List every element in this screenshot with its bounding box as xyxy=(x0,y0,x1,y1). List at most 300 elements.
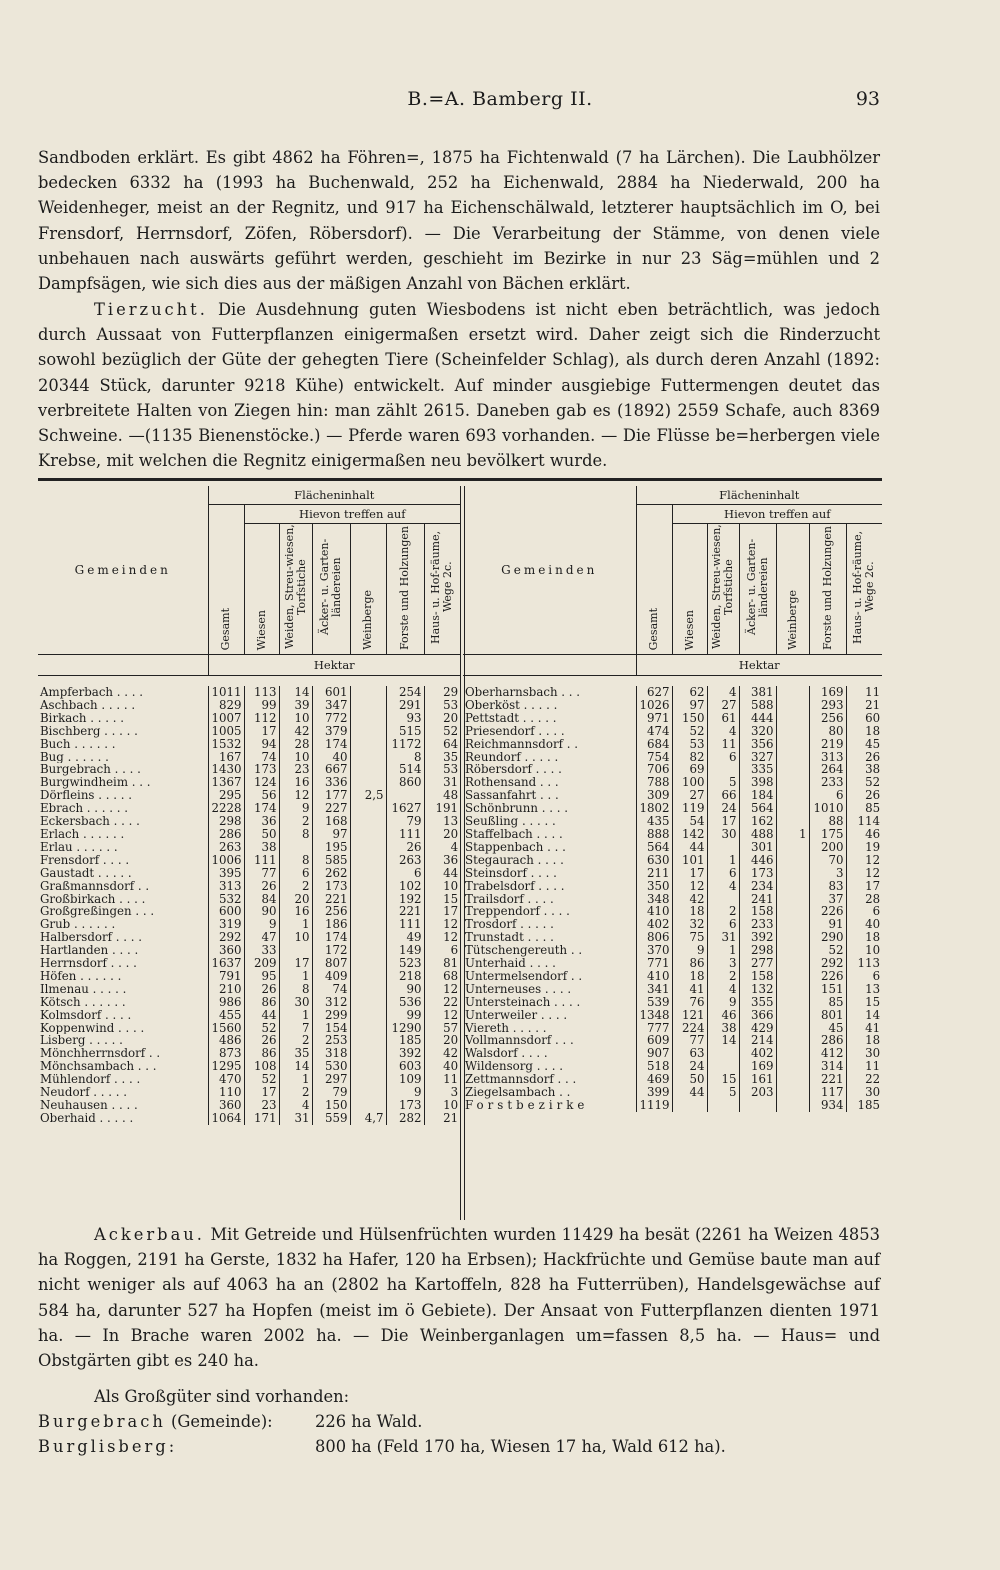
cell-value xyxy=(776,1086,809,1099)
cell-value: 600 xyxy=(208,905,244,918)
cell-value: 319 xyxy=(208,918,244,931)
estate-name: Burglisberg: xyxy=(38,1437,178,1456)
cell-value: 112 xyxy=(244,712,279,725)
table-row xyxy=(38,1009,460,1022)
cell-value: 934 xyxy=(809,1099,846,1112)
cell-value: 807 xyxy=(312,957,350,970)
cell-value: 348 xyxy=(636,893,672,906)
cell-value: 211 xyxy=(636,867,672,880)
cell-value: 469 xyxy=(636,1073,672,1086)
cell-value: 167 xyxy=(208,751,244,764)
cell-value xyxy=(776,686,809,699)
cell-value: 97 xyxy=(672,699,707,712)
cell-value xyxy=(350,1034,386,1047)
table-row xyxy=(463,893,882,906)
table-row xyxy=(38,686,460,699)
cell-value: 192 xyxy=(386,893,424,906)
cell-value: 16 xyxy=(279,905,312,918)
cell-value xyxy=(672,1099,707,1112)
municipality-name: Staffelbach . . . . xyxy=(465,827,563,841)
cell-value: 53 xyxy=(424,699,460,712)
cell-value xyxy=(776,841,809,854)
paragraph-body xyxy=(38,1222,880,1373)
table-row xyxy=(38,738,460,751)
cell-value: 381 xyxy=(739,686,776,699)
municipality-name: Mönchsambach . . . xyxy=(40,1060,157,1074)
cell-value: 488 xyxy=(739,828,776,841)
paragraph-text: Die Ausdehnung guten Wiesbodens ist nicht eben beträchtlich, was jedoch durch Aussaat von Futterpflanzen einigermaßen ersetzt wird. Daher zeigt sich die Rinderzucht sowohl bezüglich der Güte der gehegten Tiere (Scheinfelder Schlag), als durch deren Anzahl (1892: 20344 Stück, darunter 9218 Kühe) entwickelt. Auf minder ausgiebige Futtermengen deutet das verbreitete Halten von Ziegen hin: man zählt 2615. Daneben gab es (1892) 2559 Schafe, auch 8369 Schweine. —(1135 Bienenstöcke.) — Pferde waren 693 vorhanden. — Die Flüsse be=herbergen viele Krebse, mit welchen die Regnitz einigermaßen neu bevölkert wurde. xyxy=(38,300,880,471)
cell-value: 772 xyxy=(312,712,350,725)
area-header: Flächeninhalt xyxy=(208,486,460,505)
municipality-name: Vollmannsdorf . . . xyxy=(465,1034,574,1048)
cell-value: 52 xyxy=(672,725,707,738)
cell-value: 76 xyxy=(672,996,707,1009)
cell-value: 23 xyxy=(244,1099,279,1112)
municipality-name: Lisberg . . . . . xyxy=(40,1034,123,1048)
table-row xyxy=(38,880,460,893)
table-row xyxy=(463,841,882,854)
col-header-fields: Äcker- u. Garten-ländereien xyxy=(739,524,776,655)
cell-value: 174 xyxy=(244,802,279,815)
cell-value xyxy=(350,880,386,893)
cell-value: 226 xyxy=(809,905,846,918)
cell-value: 48 xyxy=(424,789,460,802)
cell-value: 4,7 xyxy=(350,1112,386,1125)
municipality-name: Dörfleins . . . . . xyxy=(40,789,132,803)
cell-value: 347 xyxy=(312,699,350,712)
cell-value: 124 xyxy=(244,776,279,789)
cell-value xyxy=(707,1060,739,1073)
cell-value: 301 xyxy=(739,841,776,854)
table-row xyxy=(38,1073,460,1086)
municipality-name: Forstbezirke xyxy=(465,1099,589,1112)
cell-value: 19 xyxy=(846,841,882,854)
cell-value: 860 xyxy=(386,776,424,789)
cell-value xyxy=(707,841,739,854)
cell-value: 298 xyxy=(208,815,244,828)
cell-value: 402 xyxy=(739,1047,776,1060)
municipality-name: Hartlanden . . . . xyxy=(40,944,139,958)
cell-value: 226 xyxy=(809,970,846,983)
estate-row xyxy=(38,1409,880,1434)
municipality-name: Oberhaid . . . . . xyxy=(40,1111,134,1125)
cell-value: 149 xyxy=(386,944,424,957)
cell-value: 788 xyxy=(636,776,672,789)
cell-value: 24 xyxy=(672,1060,707,1073)
cell-value: 6 xyxy=(424,944,460,957)
cell-value: 177 xyxy=(312,789,350,802)
cell-value: 16 xyxy=(279,776,312,789)
cell-value xyxy=(350,918,386,931)
cell-value xyxy=(279,944,312,957)
cell-value: 33 xyxy=(244,944,279,957)
cell-value: 806 xyxy=(636,931,672,944)
cell-value: 4 xyxy=(707,983,739,996)
cell-value: 1119 xyxy=(636,1099,672,1112)
cell-value: 169 xyxy=(809,686,846,699)
table-row xyxy=(463,776,882,789)
cell-value: 88 xyxy=(809,815,846,828)
cell-value: 314 xyxy=(809,1060,846,1073)
cell-value: 186 xyxy=(312,918,350,931)
section-lead: Ackerbau. xyxy=(94,1225,205,1244)
cell-value: 429 xyxy=(739,1022,776,1035)
cell-value: 162 xyxy=(739,815,776,828)
paragraph-forestry xyxy=(38,145,880,296)
cell-value: 15 xyxy=(846,996,882,1009)
cell-value: 6 xyxy=(707,751,739,764)
cell-value: 986 xyxy=(208,996,244,1009)
cell-value: 395 xyxy=(208,867,244,880)
cell-value xyxy=(776,789,809,802)
cell-value: 286 xyxy=(208,828,244,841)
cell-value: 63 xyxy=(672,1047,707,1060)
table-row xyxy=(38,1034,460,1047)
cell-value: 111 xyxy=(386,828,424,841)
cell-value: 9 xyxy=(279,802,312,815)
cell-value: 684 xyxy=(636,738,672,751)
cell-value: 77 xyxy=(672,1034,707,1047)
table-row xyxy=(463,957,882,970)
cell-value: 40 xyxy=(846,918,882,931)
cell-value xyxy=(776,905,809,918)
cell-value xyxy=(776,738,809,751)
cell-value: 14 xyxy=(846,1009,882,1022)
cell-value xyxy=(776,802,809,815)
cell-value: 771 xyxy=(636,957,672,970)
cell-value: 95 xyxy=(244,970,279,983)
municipality-name: Walsdorf . . . . xyxy=(465,1047,548,1061)
municipality-name: Trailsdorf . . . . xyxy=(465,892,554,906)
municipality-name: Seußling . . . . . xyxy=(465,815,556,828)
cell-value: 26 xyxy=(244,880,279,893)
cell-value: 10 xyxy=(279,712,312,725)
cell-value: 2,5 xyxy=(350,789,386,802)
cell-value: 3 xyxy=(424,1086,460,1099)
cell-value: 53 xyxy=(424,763,460,776)
cell-value: 64 xyxy=(424,738,460,751)
cell-value: 20 xyxy=(424,712,460,725)
cell-value: 74 xyxy=(312,983,350,996)
cell-value: 11 xyxy=(846,686,882,699)
cell-value: 320 xyxy=(739,725,776,738)
cell-value: 27 xyxy=(707,699,739,712)
cell-value: 10 xyxy=(279,751,312,764)
cell-value: 36 xyxy=(244,815,279,828)
municipality-name: Steinsdorf . . . . xyxy=(465,866,557,880)
cell-value: 94 xyxy=(244,738,279,751)
cell-value: 83 xyxy=(809,880,846,893)
cell-value: 93 xyxy=(386,712,424,725)
cell-value: 108 xyxy=(244,1060,279,1073)
table-row xyxy=(38,776,460,789)
table-row xyxy=(38,944,460,957)
cell-value xyxy=(707,893,739,906)
cell-value: 29 xyxy=(424,686,460,699)
table-row xyxy=(463,880,882,893)
cell-value: 195 xyxy=(312,841,350,854)
cell-value xyxy=(776,918,809,931)
table-row xyxy=(38,841,460,854)
cell-value: 286 xyxy=(809,1034,846,1047)
cell-value: 31 xyxy=(279,1112,312,1125)
cell-value: 6 xyxy=(846,905,882,918)
table-row xyxy=(38,1112,460,1125)
cell-value xyxy=(776,1060,809,1073)
cell-value: 470 xyxy=(208,1073,244,1086)
cell-value: 12 xyxy=(279,789,312,802)
unit-header: Hektar xyxy=(208,655,460,676)
subheader-hievon: Hievon treffen auf xyxy=(244,505,460,524)
cell-value: 17 xyxy=(672,867,707,880)
cell-value xyxy=(350,776,386,789)
cell-value: 26 xyxy=(846,751,882,764)
cell-value: 30 xyxy=(846,1086,882,1099)
cell-value: 295 xyxy=(208,789,244,802)
cell-value: 1802 xyxy=(636,802,672,815)
cell-value xyxy=(350,712,386,725)
cell-value: 1026 xyxy=(636,699,672,712)
cell-value: 829 xyxy=(208,699,244,712)
cell-value: 455 xyxy=(208,1009,244,1022)
cell-value xyxy=(350,970,386,983)
cell-value: 117 xyxy=(809,1086,846,1099)
cell-value: 1 xyxy=(776,828,809,841)
cell-value: 18 xyxy=(672,905,707,918)
cell-value: 221 xyxy=(809,1073,846,1086)
cell-value: 2 xyxy=(707,905,739,918)
cell-value: 370 xyxy=(636,944,672,957)
cell-value: 444 xyxy=(739,712,776,725)
cell-value: 31 xyxy=(707,931,739,944)
municipality-column-header: Gemeinden xyxy=(38,486,208,655)
table-row xyxy=(38,996,460,1009)
municipality-name: Trunstadt . . . . xyxy=(465,931,554,945)
cell-value: 174 xyxy=(312,738,350,751)
cell-value: 277 xyxy=(739,957,776,970)
cell-value: 50 xyxy=(244,828,279,841)
cell-value: 26 xyxy=(244,983,279,996)
cell-value: 10 xyxy=(424,880,460,893)
cell-value: 585 xyxy=(312,854,350,867)
right-table-body xyxy=(463,686,882,1112)
cell-value: 150 xyxy=(312,1099,350,1112)
cell-value: 52 xyxy=(809,944,846,957)
cell-value: 262 xyxy=(312,867,350,880)
cell-value: 23 xyxy=(279,763,312,776)
cell-value: 24 xyxy=(707,802,739,815)
cell-value xyxy=(776,854,809,867)
cell-value xyxy=(350,1073,386,1086)
municipality-name: Priesendorf . . . . xyxy=(465,724,565,738)
cell-value: 111 xyxy=(386,918,424,931)
table-row xyxy=(463,815,882,828)
municipality-name: Grub . . . . . . xyxy=(40,918,116,932)
cell-value: 6 xyxy=(386,867,424,880)
cell-value: 14 xyxy=(279,686,312,699)
cell-value: 28 xyxy=(846,893,882,906)
cell-value: 60 xyxy=(846,712,882,725)
cell-value: 227 xyxy=(312,802,350,815)
cell-value: 282 xyxy=(386,1112,424,1125)
municipality-name: Mönchherrnsdorf . . xyxy=(40,1047,161,1061)
cell-value: 173 xyxy=(386,1099,424,1112)
cell-value xyxy=(350,944,386,957)
table-row xyxy=(38,763,460,776)
cell-value: 47 xyxy=(244,931,279,944)
paragraph-text: Mit Getreide und Hülsenfrüchten wurden 11429 ha besät (2261 ha Weizen 4853 ha Roggen, 2191 ha Gerste, 1832 ha Hafer, 120 ha Erbsen); Hackfrüchte und Gemüse baute man auf nicht weniger als auf 4063 ha an (2802 ha Kartoffeln, 828 ha Futterrüben), Handelsgewächse auf 584 ha, darunter 527 ha Hopfen (meist im ö Gebiete). Der Ansaat von Futterpflanzen dienten 1971 ha. — In Brache waren 2002 ha. — Die Weinberganlagen um=fassen 8,5 ha. — Haus= und Obstgärten gibt es 240 ha. xyxy=(38,1225,880,1371)
estate-value: 800 ha (Feld 170 ha, Wiesen 17 ha, Wald 612 ha). xyxy=(315,1437,726,1456)
cell-value xyxy=(350,738,386,751)
table-row xyxy=(463,1086,882,1099)
cell-value: 20 xyxy=(424,1034,460,1047)
cell-value: 233 xyxy=(739,918,776,931)
cell-value: 77 xyxy=(244,867,279,880)
cell-value: 81 xyxy=(424,957,460,970)
cell-value: 221 xyxy=(312,893,350,906)
cell-value: 12 xyxy=(672,880,707,893)
cell-value: 86 xyxy=(244,1047,279,1060)
cell-value: 1560 xyxy=(208,1022,244,1035)
cell-value: 173 xyxy=(312,880,350,893)
cell-value: 17 xyxy=(707,815,739,828)
cell-value xyxy=(707,1047,739,1060)
cell-value: 185 xyxy=(386,1034,424,1047)
cell-value: 1627 xyxy=(386,802,424,815)
paragraph-text: Sandboden erklärt. Es gibt 4862 ha Föhren=, 1875 ha Fichtenwald (7 ha Lärchen). Die Laubhölzer bedecken 6332 ha (1993 ha Buchenwald, 252 ha Eichenwald, 2884 ha Niederwald, 200 ha Weidenheger, meist an der Regnitz, und 917 ha Eichenschälwald, letzterer hauptsächlich im O, bei Frensdorf, Herrnsdorf, Zöfen, Röbersdorf). — Die Verarbeitung der Stämme, von denen viele unbehauen nach auswärts geführt werden, geschieht im Bezirke in nur 23 Säg=mühlen und 2 Dampfsägen, wie sich dies aus der mäßigen Anzahl von Bächen erklärt. xyxy=(38,148,880,294)
cell-value: 7 xyxy=(279,1022,312,1035)
cell-value: 2228 xyxy=(208,802,244,815)
table-row xyxy=(38,957,460,970)
table-row xyxy=(38,983,460,996)
cell-value xyxy=(776,893,809,906)
cell-value: 298 xyxy=(739,944,776,957)
cell-value: 26 xyxy=(386,841,424,854)
cell-value xyxy=(776,996,809,1009)
cell-value: 132 xyxy=(739,983,776,996)
table-row xyxy=(38,867,460,880)
cell-value: 253 xyxy=(312,1034,350,1047)
cell-value: 392 xyxy=(386,1047,424,1060)
cell-value: 44 xyxy=(672,841,707,854)
cell-value: 21 xyxy=(846,699,882,712)
cell-value: 161 xyxy=(739,1073,776,1086)
cell-value xyxy=(350,905,386,918)
paragraph-animal-husbandry xyxy=(38,297,880,473)
municipality-name: Mühlendorf . . . . xyxy=(40,1073,141,1087)
cell-value: 191 xyxy=(424,802,460,815)
cell-value: 21 xyxy=(424,1112,460,1125)
cell-value: 18 xyxy=(846,725,882,738)
cell-value: 79 xyxy=(386,815,424,828)
cell-value: 30 xyxy=(279,996,312,1009)
estate-name: Burgebrach xyxy=(38,1412,166,1431)
cell-value: 2 xyxy=(707,970,739,983)
col-header-yards: Haus- u. Hof-räume, Wege 2c. xyxy=(424,524,460,655)
col-header-vineyards: Weinberge xyxy=(350,524,386,655)
area-header: Flächeninhalt xyxy=(636,486,882,505)
cell-value: 292 xyxy=(809,957,846,970)
cell-value: 17 xyxy=(244,1086,279,1099)
cell-value: 4 xyxy=(707,686,739,699)
cell-value xyxy=(350,815,386,828)
table-row xyxy=(463,983,882,996)
col-header-forests: Forste und Holzungen xyxy=(809,524,846,655)
cell-value: 292 xyxy=(208,931,244,944)
table-row xyxy=(463,802,882,815)
cell-value: 532 xyxy=(208,893,244,906)
cell-value: 254 xyxy=(386,686,424,699)
cell-value: 114 xyxy=(846,815,882,828)
municipality-name: Erlau . . . . . . xyxy=(40,840,118,854)
table-row xyxy=(38,828,460,841)
cell-value: 410 xyxy=(636,970,672,983)
cell-value: 12 xyxy=(424,983,460,996)
table-row xyxy=(463,828,882,841)
cell-value: 523 xyxy=(386,957,424,970)
cell-value: 172 xyxy=(312,944,350,957)
municipality-name: Unterweiler . . . . xyxy=(465,1008,568,1022)
cell-value: 410 xyxy=(636,905,672,918)
cell-value: 150 xyxy=(672,712,707,725)
cell-value: 91 xyxy=(809,918,846,931)
municipality-name: Burgebrach . . . . xyxy=(40,763,141,777)
cell-value xyxy=(350,1060,386,1073)
cell-value: 27 xyxy=(672,789,707,802)
cell-value xyxy=(776,1009,809,1022)
cell-value: 171 xyxy=(244,1112,279,1125)
cell-value: 35 xyxy=(279,1047,312,1060)
table-row xyxy=(463,1060,882,1073)
cell-value: 355 xyxy=(739,996,776,1009)
page-header xyxy=(0,88,1000,114)
cell-value: 1 xyxy=(279,1009,312,1022)
section-lead: Tierzucht. xyxy=(94,300,208,319)
cell-value: 312 xyxy=(312,996,350,1009)
cell-value: 10 xyxy=(846,944,882,957)
table-row xyxy=(463,686,882,699)
cell-value xyxy=(350,983,386,996)
cell-value: 121 xyxy=(672,1009,707,1022)
cell-value xyxy=(350,957,386,970)
cell-value: 45 xyxy=(846,738,882,751)
cell-value: 559 xyxy=(312,1112,350,1125)
table-row xyxy=(463,699,882,712)
cell-value: 17 xyxy=(424,905,460,918)
cell-value: 30 xyxy=(707,828,739,841)
cell-value xyxy=(350,763,386,776)
page-number: 93 xyxy=(855,88,880,110)
table-row xyxy=(463,905,882,918)
cell-value: 233 xyxy=(809,776,846,789)
cell-value: 41 xyxy=(846,1022,882,1035)
cell-value: 297 xyxy=(312,1073,350,1086)
municipality-name: Treppendorf . . . . xyxy=(465,905,570,919)
cell-value: 290 xyxy=(809,931,846,944)
cell-value: 85 xyxy=(846,802,882,815)
table-row xyxy=(38,1047,460,1060)
cell-value: 888 xyxy=(636,828,672,841)
cell-value: 335 xyxy=(739,763,776,776)
cell-value: 158 xyxy=(739,970,776,983)
cell-value xyxy=(776,1099,809,1112)
cell-value xyxy=(739,1099,776,1112)
table-row xyxy=(38,1099,460,1112)
cell-value: 69 xyxy=(672,763,707,776)
cell-value: 111 xyxy=(244,854,279,867)
cell-value: 3 xyxy=(809,867,846,880)
cell-value xyxy=(776,867,809,880)
